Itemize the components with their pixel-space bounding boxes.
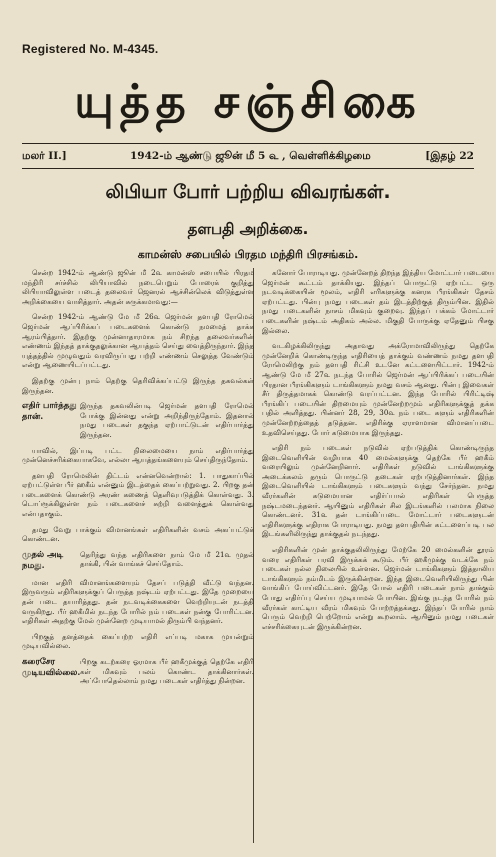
paragraph: கனோர் போராடியது. முன்னேறத் திறந்த இந்திய மோட்டார் படையை ஜெர்மன் கூட்டம் தாக்கியது. இந்தப் பொருட்டு ஏற்பட்ட ஒரு நடவடிக்கையின் மூலம், எதிரி எரிகளுக்கு கனரக பீரங்கிகள் தேசம் ஏற்பட்டது. பின்பு நமது படைகள் தம் இடத்திற்குத் திரும்பின. இதில் நமது படைகளின் நாசம் மிகவும் குறைவு. இந்தப் பக்கம் மோட்டார் படைகளின் நஷ்டம் அதிகம் அல்ல. மிகுதி போருக்கு ஏதேனும் பிசகு இல்லை.: [262, 268, 494, 335]
masthead-title: யுத்த சஞ்சிகை: [74, 74, 422, 128]
issue-rule: [22, 168, 474, 169]
side-heading-block: [22, 657, 254, 686]
paragraph: தமது வேறு பாக்கும் விமானங்கள் எதிரிகளின் வசம் அகப்பட்டுக் கொண்டன.: [22, 524, 254, 544]
paragraph: பிறகுத் தளத்தைக் கைப்பற்ற எதிரி எப்படி மகாக முயன்றும் முடியவில்லை.: [22, 631, 254, 651]
paragraph: வடகிழக்கிலிருந்து அதாவது அக்ரோமாவிலிருந்து தெற்கே முன்னேறிக் கொண்டிருந்த எதிரியைத் தாக்கும் வண்ணம் நமது தளபதி ரோமெலிற்கு நம் தளபதி ரிட்சி உடனே கட்டளையிட்டார். 1942-ம் ஆண்டு மே மீ 27௳ நடந்த போரில் ஜெர்மன் ஆப்பிரிக்கப் படையின் பிரதான பீரங்கிகளும் டாங்கிகளும் நமது வசம் ஆனது. பின்பு இவைகள் சீர் திருத்தமாகக் கொண்டு வரப்பட்டன. இந்த போரில் பிரிட்டிஷ் பீரங்கிப் படையின் திறமையும் முன்னேற்றமும் எதிரிகளுக்குத் தக்க பதில் அளித்தது. பின்னர் 28, 29, 30௳ நம் படை களும் எதிரிகளின் முன்னேற்றத்தைத் தடுத்தன. எதிரிக்கு ஏராளமான விமானப்படை உதவிசெய்தது. போர் கடுமையாக இருந்தது.: [262, 341, 494, 437]
side-heading-block: [22, 401, 254, 439]
paragraph: சென்ற 1942-ம் ஆண்டு மே மீ 26௳ ஜெர்மன் தளபதி ரோமெல் ஜெர்மன் ஆப்பிரிக்கப் படைகளைக் கொண்டு நமமைத் தாக்க ஆரம்பித்தார். இதற்கு முன்னாதாரமாக நம் சிறந்த தலைவர்களின் எண்ணம் இந்தத் தாக்குதலுக்கான ஆயத்தம் செய்து வைத்திருந்தார். இந்த யுத்தத்தில் முழுவதும் வரவிருப்பது பற்றி எண்ணம் செலுத்த வேண்டும் என்று ஆணையிடப்பட்டது.: [22, 312, 254, 370]
registration-number: Registered No. M-4345.: [22, 42, 159, 56]
side-heading-text: பிறகு கடற்கரை ஓரமாக பீர் ஹகீமுக்குத் தெற்கே எதிரி கள் மிகவும் பலம் கொண்ட தாக்கினார்கள். அப்போதெல்லாம் நமது படைகள் எதிர்த்து நின்றன.: [80, 657, 254, 686]
paragraph: யாவில், இப்படி பட்ட நிலைமையை நாம் எதிர்பார்த்து முன்னெச்சரிக்கையாகவே, எல்லா ஆயத்தங்களையும் செய்திருந்தோம்.: [22, 445, 254, 465]
side-heading: எதிர் பார்த்தது தான்.: [22, 401, 77, 423]
issue-number: [இதழ் 22: [425, 150, 474, 162]
side-heading: கரைசேர முடியவில்லை.: [22, 657, 81, 678]
side-heading-block: [22, 550, 254, 572]
subheadline-commander: தளபதி அறிக்கை.: [187, 220, 309, 238]
paragraph: தளபதி ரோமெலின் திட்டம் என்னவென்றால்: 1. பாதுகாப்பில் ஏற்பட்டுள்ள பீர் ஹகீம் என்னும் இடத்தைக் கைப்பற்றுவது. 2. பிறகு தன் படைகளைக் கொண்டு அரண் கணைத் தெளிவுபடுத்திக் கொள்வது. 3. டொப்ரூக்கிலுள்ள நம் படைகளைச் சுற்றி வளைத்துக் கொள்வது என்பதாகும்.: [22, 470, 254, 519]
main-headline: லிபியா போர் பற்றிய விவரங்கள்.: [105, 182, 391, 203]
subheadline-parliament: காமன்ஸ் சபையில் பிரதம மந்திரி பிரசங்கம்.: [137, 248, 359, 261]
volume-label: மலர் II.]: [22, 150, 67, 162]
side-heading-text: தெரிந்து வந்த எதிரிகளை நாம் மே மீ 21௳ முதல் தாக்கி, பின் வாங்கச் செய்தோம்.: [80, 549, 254, 569]
issue-date: 1942-ம் ஆண்டு ஜூன் மீ 5 ௳ , வெள்ளிக்கிழமை: [130, 150, 371, 162]
right-column: [262, 268, 494, 637]
paragraph: மான எதிரி விமானங்களையும் தேசப் படுத்தி வீட்டு வந்தன. இருவரும் எதிரிகளுக்குப் பெருத்த நஷ்டம் ஏற்பட்டது. இதே முறையை தன் படை தயாரித்தது. தன் நடவடிக்கைகளை வெற்றியுடன் நடத்தி வருகிறது. பீர் ஹகீமில் நடந்த போரில் நம் படைகள் நன்கு போரிட்டன. எதிரிகள் அதற்கு மேல் முன்னேற முடியாமல் திரும்பி வந்தனர்.: [22, 577, 254, 626]
paragraph: எதிரி நம் படைகள் நடுவில் ஏற்படுத்திக் கொண்டிருந்த இடைவெளியின் வழியாக 40 மைல்களுக்கு தெற்கே பீர் ஹகீம் வரையிலும் முன்னேறினார். எதிரிகள் நடுவில் டாங்கிகளுக்கு அடைக்கலம் தரும் பொருட்டு தடைகள் ஏற்படுத்தினார்கள். இந்த இடைவெளியில் டாங்கிகளும் படைகளும் வந்து சேர்ந்தன. நமது வீரர்களின் கடுமையான எதிர்ப்பால் எதிரிகள் பெருத்த நஷ்டமடைந்தனர். ஆயினும் எதிரிகள் சில இடங்களில் பலமாக நிலை கொண்டனர். 31௳ தன் டாங்கிப்படை மோட்டார் படைகளுடன் எதிரிகளுக்கு எதிராக போராடியது. நமது தளபதியின் கட்டளைப்படி பல இடங்களிலிருந்து தாக்குதல் நடந்தது.: [262, 443, 494, 539]
paragraph: எதிரிகளின் முன் தாக்குதலிலிருந்து மேற்கே 20 மைல்களின் தூரம் வரை எதிரிகள் பரவி இருக்கக் கூடும். பீர் ஹகீமுக்கு வடக்கே நம் படைகள் நல்ல நிலையில் உள்ளன. ஜெர்மன் டாங்கிகளும் இத்தாலிய டாங்கிகளும் நம்மிடம் இருக்கின்றன. இந்த இடைவெளியிலிருந்து பின் வாங்கிப் போய்விட்டனர். இதே போல் எதிரி படைகள் நாம் தாக்கும் போது எதிர்ப்பு செய்ய முடியாமல் போயின. இங்கு நடந்த போரில் நம் வீரர்கள் காட்டிய வீரம் மிகவும் போற்றத்தக்கது. இந்தப் போரில் நாம் பெரும் வெற்றி பெற்றோம் என்று கூறலாம். ஆயினும் நமது படைகள் எச்சரிக்கையுடன் இருக்கின்றன.: [262, 545, 494, 631]
issue-line: [22, 146, 474, 166]
side-heading-text: இருந்த தகவலின்படி ஜெர்மன் தளபதி ரோமெல் போக்கு இன்னது என்று அறிந்திருந்தோம். இதனால் நமது படைகள் தகுந்த ஏற்பாட்டுடன் எதிர்பார்த்து இருந்தன.: [80, 401, 254, 439]
masthead-rule: [22, 143, 474, 144]
paragraph: இதற்கு முன்பு நாம் தெற்கு தெரிவிக்கப்பட்டு இருந்த தகவல்கள் இருந்தன.: [22, 375, 254, 395]
paragraph: சென்ற 1942-ம் ஆண்டு ஜூன் மீ 2௳ காமன்ஸ் சபையில் பிரதம மந்திரி சர்ச்சில் லிபியாவில் நடைபெறும் போரைக் குறித்து லிபியாவிலுள்ள படைத் தலைவர் ஜெனரல் ஆச்சின்லெக் விடுத்துள்ள அறிக்கையை வாசித்தார். அதன் சுருக்கமாவது:—: [22, 268, 254, 306]
side-heading: முதல் அடி நமது.: [22, 549, 64, 571]
left-column: [22, 268, 254, 692]
